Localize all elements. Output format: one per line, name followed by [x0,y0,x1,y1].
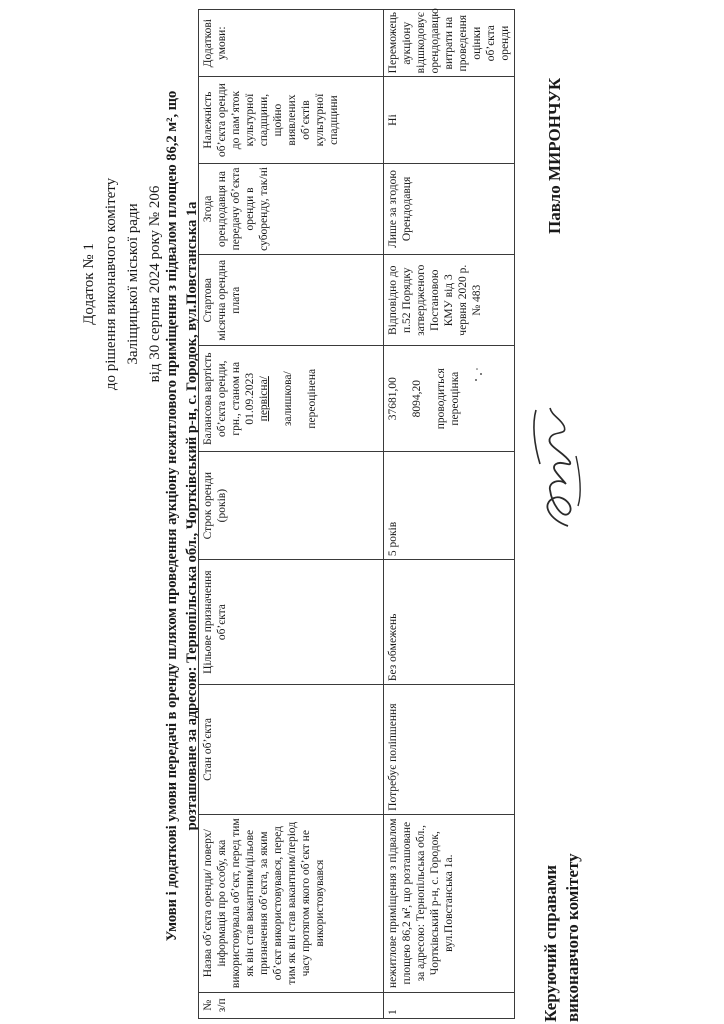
row-value-residual: 8094,20 [411,380,423,418]
row-name: нежитлове приміщення з підвалом площею 86,2 м², що розташоване за адресою: Тернопільська обл., Чортківський р-н, с. Городок, вул.Повстанська 1а. [384,814,515,992]
signatory-position [540,853,584,1022]
scan-specks-icon [472,364,486,384]
signatory-name: Павло МИРОНЧУК [545,77,564,234]
title-line-2: розташоване за адресою: Тернопільська обл., Чортківський р-н, с. Городок, вул.Повстанська 1а [184,201,200,831]
header-rent: Стартова місячна орендна плата [199,255,384,346]
table-header-row [199,10,384,1019]
header-condition: Стан об’єкта [199,685,384,815]
lease-conditions-table [198,9,515,1019]
table-row [384,10,515,1019]
signatory-position-line-1: Керуючий справами [541,864,560,1022]
title-line-1: Умови і додаткові умови передачі в оренду шляхом проведення аукціону нежитлового приміщення з підвалом площею 86,2 м², що [164,90,180,942]
row-value [384,346,515,452]
addendum-council: Заліщицької міської ради [125,203,141,365]
document-title [162,16,202,1016]
header-sublease: Згода орендодавця на передачу об’єкта оренди в суборенду, так/ні [199,163,384,254]
handwritten-signature-icon [510,404,590,534]
row-sublease: Лише за згодою Орендодавця [384,163,515,254]
header-heritage: Належність об’єкта оренди до пам’яток культурної спадщини, щойно виявлених об’єктів культурної спадщини [199,77,384,163]
row-term: 5 років [384,452,515,560]
header-value-residual: залишкова/ [282,371,294,427]
row-additional: Переможець аукціону відшкодовує орендодавцю витрати на проведення оцінки об’єкта оренди [384,10,515,77]
addendum-decision: до рішення виконавчого комітету [103,177,119,391]
header-additional: Додаткові умови: [199,10,384,77]
row-purpose: Без обмежень [384,560,515,685]
header-name: Назва об’єкта оренди/ поверх/ інформація про особу, яка використовувала об’єкт, перед тим як він став вакантним/цільове призначення об’єкта, за яким об’єкт використовувався, перед тим як він став вакантним/період часу протягом якого об’єкт не використовувався [199,814,384,992]
header-num: № з/п [199,992,384,1018]
signatory-position-line-2: виконавчого комітету [563,853,582,1022]
addendum-date: від 30 серпня 2024 року № 206 [147,185,163,383]
header-purpose: Цільове призначення об’єкта [199,560,384,685]
addendum-number: Додаток № 1 [81,243,97,325]
row-value-first: 37681,00 [387,377,399,421]
header-value [199,346,384,452]
header-value-revalued: переоцінена [306,368,318,429]
row-rent: Відповідно до п.52 Порядку затвердженого Постановою КМУ від 3 червня 2020 р. № 483 [384,255,515,346]
header-value-main: Балансова вартість об’єкта оренди, грн., станом на 01.09.2023 [202,352,256,445]
row-condition: Потребує поліпшення [384,685,515,815]
header-value-first: первісна/ [258,376,270,422]
row-heritage: Ні [384,77,515,163]
header-term: Строк оренди (років) [199,452,384,560]
addendum-header [78,154,166,414]
row-num: 1 [384,992,515,1018]
row-value-revalued: проводиться переоцінка [435,368,461,430]
